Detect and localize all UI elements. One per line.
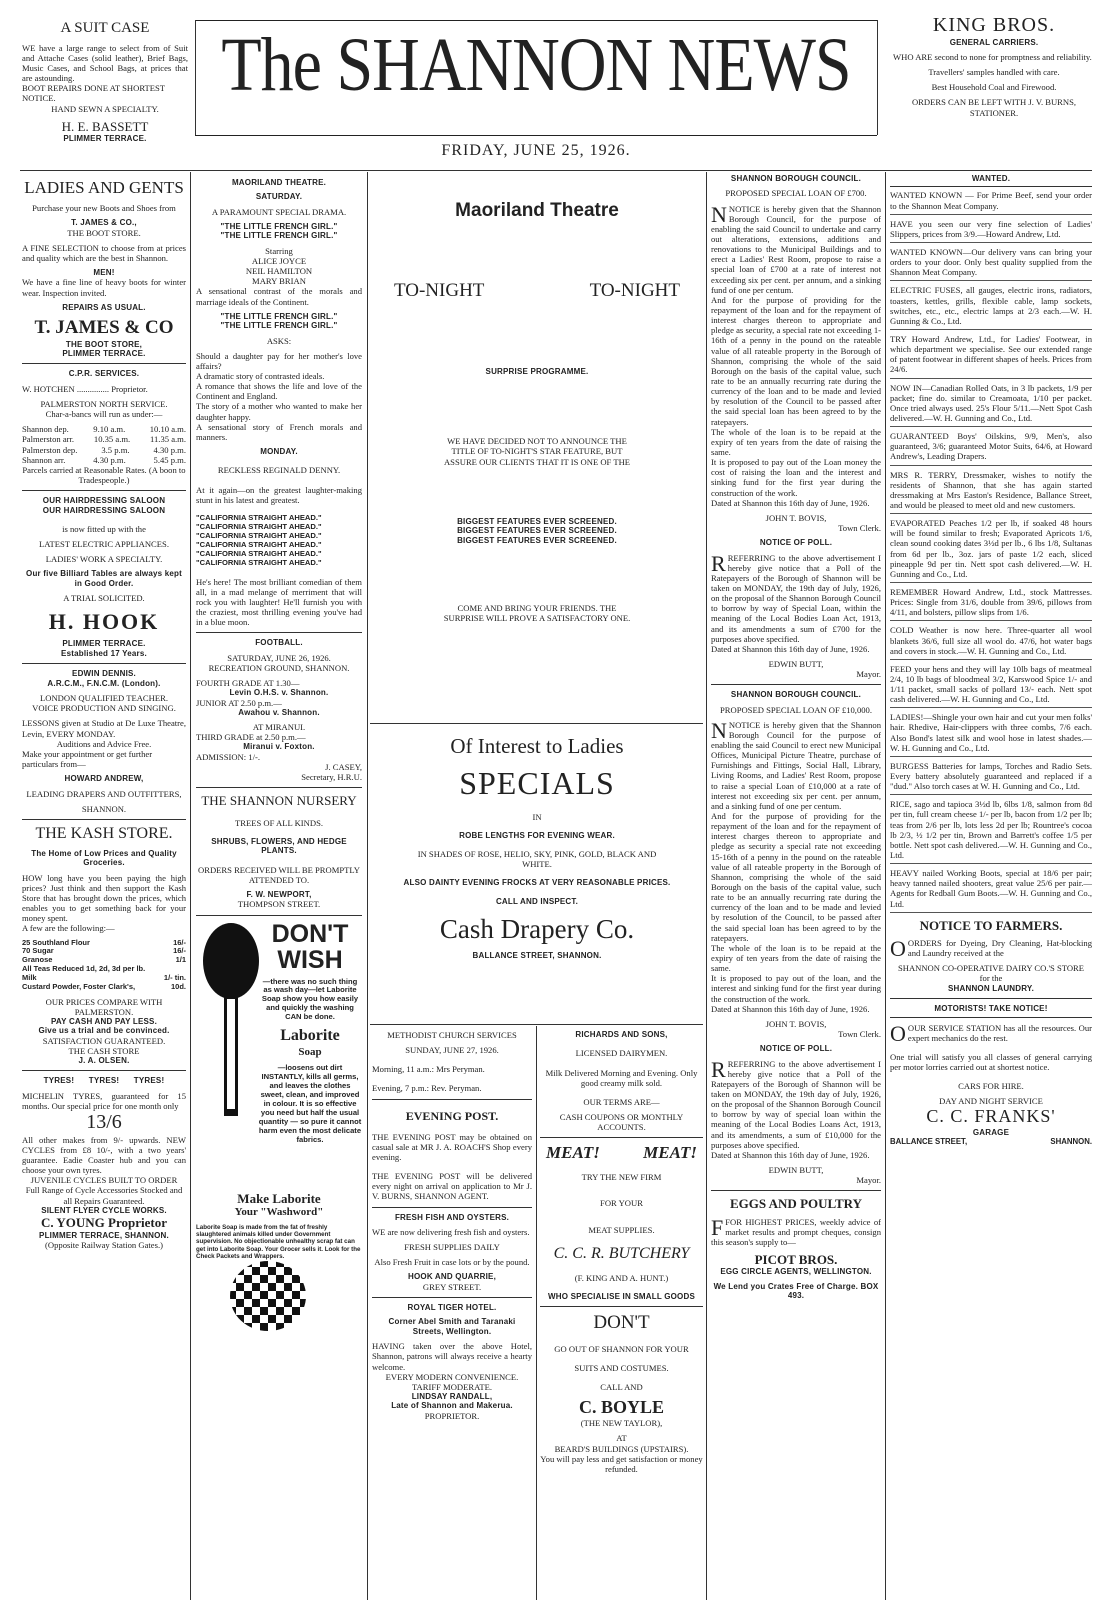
ad-title: EVENING POST. [405, 1108, 499, 1123]
ad-text: Miranui v. Foxton. [243, 742, 315, 752]
notice-body: It is proposed to pay out of the Loan money the cost of raising the loan and the interest and sinking fund for the first year during the construction of the work. [711, 457, 881, 498]
ad-text: A few are the following:— [22, 923, 115, 934]
ad-headline: DON'T [593, 1312, 650, 1334]
ad-text: PROPRIETOR. [424, 1410, 480, 1421]
ad-text: THOMPSON STREET. [237, 899, 321, 910]
ad-body: A sensational contrast of the morals and marriage ideals of the Continent. [196, 286, 362, 307]
ad-body: A romance that shows the life and love of the Continent and England. [196, 381, 362, 402]
ad-text: GO OUT OF SHANNON FOR YOUR [554, 1343, 689, 1354]
ad-title: KING BROS. [932, 14, 1056, 36]
ad-title: NOTICE TO FARMERS. [919, 917, 1063, 933]
ad-body: ORDERS for Dyeing, Dry Cleaning, Hat-blocking and Laundry received at the [907, 938, 1092, 959]
notice-signature: Town Clerk. [838, 522, 881, 533]
ad-text: DAY AND NIGHT SERVICE [939, 1096, 1043, 1107]
timetable-row: Shannon dep. 9.10 a.m. 10.10 a.m. [22, 424, 186, 435]
list-item: FEED your hens and they will lay 10lb bags of meatmeal 2/4, 10 lb bags of bloodmeal 3/2, Karswood Spice 1/- and 1/11 packet, small sacks of pollard 13/- each. Nett spot cash delivered.—W. H. Gunning and Co., Ltd. [890, 664, 1092, 709]
ad-text: PLIMMER TERRACE. [62, 639, 146, 649]
ad-text: CALL AND [600, 1381, 643, 1392]
ad-text: Starring [265, 245, 293, 256]
ad-text: ORDERS RECEIVED WILL BE PROMPTLY ATTENDED TO. [198, 864, 360, 885]
ad-name: F. W. NEWPORT, [246, 889, 312, 899]
column-4: SHANNON BOROUGH COUNCIL. PROPOSED SPECIAL LOAN OF £700. NNOTICE is hereby given that the Shannon Borough Council, for the purpose of enabling the said Council to undertake and carry out alterations, extensions, additions and renovations to the Municipal Buildings and to erect a Ladies' Rest Room, propose to raise a special loan of £700 at a rate of interest not exceeding six per cent. per annum, and a sinking fund of one per centum. And for the purpose of providing for the repayment of the loan and for the repayment of interest charges thereon to appropriate and pledge as security, a special rate not exceeding 1-16th of a penny in the pound on the rateable value of all rateable property in the Borough of Shannon, comprising the whole of the said Borough on the basis of the capital value, such rate to be an annually recurring rate during the currency of the loan and to be made and levied by resolution of the Council to be passed after the said special loan has been agreed to by the ratepayers. The whole of the loan is to be repaid at the expiry of ten years from the date of raising the same. It is proposed to pay out of the Loan money the cost of raising the loan and the interest and sinking fund for the first year during the construction of the work. Dated at Shannon this 16th day of June, 1926. JOHN T. BOVIS, Town Clerk. NOTICE OF POLL. RREFERRING to the above advertisement I hereby give notice that a Poll of the Ratepayers of the Borough of Shannon will be taken on MONDAY, the 19th day of July, 1926, on the proposal of the Shannon Borough Council to borrow by way of Special Loan, within the meaning of the Local Bodies Loan Act, 1913, and its amendments a sum of £700 for the purposes above specified. Dated at Shannon this 16th day of June, 1926. EDWIN BUTT, Mayor. SHANNON BOROUGH COUNCIL. PROPOSED SPECIAL LOAN OF £10,000. NNOTICE is hereby given that the Shannon Borough Council for the purpose of enabling the said Council to erect new Municipal Offices, Municipal Picture Theatre, purchase of Furnishings and Fittings, Social Hall, Library, Living Rooms, and Ladies' Rest Room, propose to raise a special Loan of £10,000 at a rate of interest not exceeding six per cent. per annum, and a sinking fund of one per centum. And for the purpose of providing for the repayment of the loan and for the repayment of interest charges thereon to appropriate and pledge as security a special rate not exceeding 15-16th of a penny in the pound on the rateable value of all rateable property in the Borough of Shannon, comprising the whole of the said Borough on the basis of the capital value, such rate to be an annually recurring rate during the currency of the loan and to be made and levied by resolution of the Council, to be passed after the said special loan has been agreed to by the ratepayers. The whole of the loan is to be repaid at the expiry of ten years from the date of raising the same. It is proposed to pay out of the loan, and the interest and sinking fund for the first year during the construction of the work. Dated at Shannon this 16th day of June, 1926. JOHN T. BOVIS, Town Clerk. NOTICE OF POLL. RREFERRING to the above advertisement I hereby give notice that a Poll of the Ratepayers of the Borough of Shannon will be taken on MONDAY, the 19th day of July, 1926, on the proposal of the Shannon Borough Council to borrow by way of special loan within the meaning of the Local Bodies Loans Act, 1913, and its amendments, a sum of £10,000 for the purposes above specified. Dated at Shannon this 16th day of June, 1926. EDWIN BUTT, Mayor. EGGS AND POULTRY FFOR HIGHEST PRICES, weekly advice of market results and prompt cheques, consign this season's supply to— PICOT BROS. EGG CIRCLE AGENTS, WELLINGTON. We Lend you Crates Free of Charge. BOX 493. [711, 174, 881, 1301]
soap-headline: DON'T [271, 919, 349, 948]
list-item: LADIES!—Shingle your own hair and cut your men folks' hair. Rhedive, Hair-clippers with three combs, 7/6 each. Also Bond's latest silk and wool hose in latest shades.—W. H. Gunning and Co., Ltd. [890, 712, 1092, 757]
section-title: WANTED. [971, 174, 1011, 183]
ad-body: He's here! The most brilliant comedian of them all, in a mad melange of merriment that will rock you with laughter! He'll furnish you with the craziest, most thrilling evening you've had in a blue moon. [196, 576, 362, 628]
ad-title: MAORILAND THEATRE. [231, 178, 327, 187]
notice-title: NOTICE OF POLL. [759, 1044, 833, 1054]
masthead-title: The SHANNON NEWS [221, 33, 851, 108]
ad-name: H. HOOK [48, 608, 160, 634]
list-item: EVAPORATED Peaches 1/2 per lb, if soaked 48 hours will be found similar to fresh; Evaporated Apricots 1/6, clean sound cooking dates 3½d per lb., 6 lbs 1/8, Sultanas from 6d per lb., 3oz. jars of paste 1/2 each, sliced pineapple 9d per tin. Nett spot cash delivered.—W. H. Gunning and Co., Ltd. [890, 518, 1092, 583]
ad-body: We have a fine line of heavy boots for winter wear. Inspection invited. [22, 277, 186, 298]
ad-text: REPAIRS AS USUAL. [62, 302, 146, 312]
ad-body: A sensational story of French morals and manners. [196, 421, 362, 442]
price-list [22, 939, 186, 992]
ad-text: VOICE PRODUCTION AND SINGING. [32, 703, 176, 714]
ad-text: Make your appointment or get further particulars from— [22, 748, 153, 770]
ad-title: OUR HAIRDRESSING SALOON [42, 496, 166, 506]
ad-body: Milk Delivered Morning and Evening. Only good creamy milk sold. [545, 1067, 698, 1088]
ad-text: BALLANCE STREET, SHANNON. [472, 951, 602, 961]
ad-text: LONDON QUALIFIED TEACHER. [39, 693, 169, 704]
film-title: "CALIFORNIA STRAIGHT AHEAD." [196, 548, 322, 558]
notice-signature: Town Clerk. [838, 1029, 881, 1039]
ad-title: ROYAL TIGER HOTEL. [407, 1303, 497, 1312]
ad-title: EGGS AND POULTRY [730, 1196, 862, 1212]
list-item: COLD Weather is now here. Three-quarter all wool blankets 36/6, full size all wool do. 47/6, hot water bags and covers in stock.—W. H. Gunning and Co., Ltd. [890, 625, 1092, 659]
column-3 [372, 178, 702, 723]
notice-body: The whole of the loan is to be repaid at the expiry of ten years from the date of raising the same. [711, 942, 881, 974]
ad-text: JUNIOR AT 2.50 p.m.— [196, 697, 282, 708]
notice-signature: JOHN T. BOVIS, [765, 1018, 827, 1029]
ad-body: HAVING taken over the above Hotel, Shannon, patrons will always receive a hearty welcome. [372, 1341, 532, 1372]
ad-text: BIGGEST FEATURES EVER SCREENED. [457, 526, 617, 536]
ad-text: Purchase your new Boots and Shoes from [32, 203, 176, 214]
ad-headline: TO-NIGHT [394, 280, 485, 302]
ad-text: SHANNON CO-OPERATIVE DAIRY CO.'S STORE [897, 963, 1085, 974]
ad-body: A dramatic story of contrasted ideals. [196, 371, 325, 382]
ad-title: METHODIST CHURCH SERVICES [387, 1030, 517, 1040]
ad-text: Evening, 7 p.m.: Rev. Peryman. [372, 1083, 482, 1094]
ad-body: A FINE SELECTION to choose from at prices and quality which are the best in Shannon. [22, 242, 186, 263]
ad-headline: TO-NIGHT [589, 280, 680, 302]
ad-text: WHO SPECIALISE IN SMALL GOODS [548, 1291, 695, 1301]
ad-text: THE BOOT STORE. [67, 227, 141, 238]
ad-text: Secretary, H.R.U. [301, 772, 362, 783]
ad-text: OUR TERMS ARE— [583, 1096, 660, 1107]
ad-text: FRESH SUPPLIES DAILY [404, 1242, 500, 1253]
ad-text: PLIMMER TERRACE, SHANNON. [39, 1230, 169, 1240]
film-title: "THE LITTLE FRENCH GIRL." [220, 231, 338, 241]
ad-body: At it again—on the greatest laughter-making stunt in his latest and greatest. [196, 484, 362, 505]
ad-text: SHANNON. [1050, 1137, 1092, 1147]
ad-name: Laborite [280, 1027, 340, 1045]
ad-body: WE are now delivering fresh fish and oysters. [372, 1227, 530, 1237]
notice-body: Dated at Shannon this 16th day of June, 1926. [711, 1003, 870, 1014]
list-item: REMEMBER Howard Andrew, Ltd., stock Mattresses. Prices: Single from 31/6, double from 39/6, pillows from 4/11, and bolsters, pillow slips from 1/6. [890, 587, 1092, 621]
ad-text: Full Range of Cycle Accessories Stocked and all Repairs Guaranteed. [25, 1185, 183, 1206]
ad-text: LATEST ELECTRIC APPLIANCES. [39, 539, 169, 550]
ad-text: RECKLESS REGINALD DENNY. [217, 465, 341, 476]
ad-text: IN [532, 811, 542, 822]
notice-body: Dated at Shannon this 16th day of June, 1926. [711, 643, 870, 654]
notice-signature: Mayor. [856, 1175, 881, 1186]
list-item: HAVE you seen our very fine selection of Ladies' Slippers, prices from 3/9.—Howard Andrew, Ltd. [890, 219, 1092, 243]
column-5: WANTED. WANTED KNOWN — For Prime Beef, send your order to the Shannon Meat Company. HAVE you seen our very fine selection of Ladies' Slippers, prices from 3/9.—Howard Andrew, Ltd. WANTED KNOWN—Our delivery vans can bring your orders to your door. Only best quality supplied from the Shannon Meat Company. ELECTRIC FUSES, all gauges, electric irons, radiators, toasters, kettles, grills, flexible cable, lamp sockets, switches, etc., etc., electric lamps at 2/3 each.—W. H. Gunning & Co., Ltd. TRY Howard Andrew, Ltd., for Ladies' Footwear, in which department we specialise. See our extended range of patent footwear in different shapes of heels. Prices from 24/6. NOW IN—Canadian Rolled Oats, in 3 lb packets, 1/9 per packet; fine do. similar to Creamoata, 1/10 per packet. Once tried always used. 25's Flour 5/11.—Nett Spot Cash delivered.—W. H. Gunning and Co., Ltd. GUARANTEED Boys' Oilskins, 9/9, Men's, also guaranteed, 3/6; guaranteed Motor Suits, 64/6, at Howard Andrew's, Leading Drapers. MRS R. TERRY, Dressmaker, wishes to notify the residents of Shannon, that she has again started dressmaking at Mrs Easton's Residence, Ballance Street, and would be pleased to meet old and new customers. EVAPORATED Peaches 1/2 per lb, if soaked 48 hours will be found similar to fresh; Evaporated Apricots 1/6, clean sound cooking dates 3½d per lb., 6 lbs 1/8, Sultanas from 6d per lb., 3oz. jars of paste 1/2 each, sliced pineapple 9d per tin. Nett spot cash delivered.—W. H. Gunning and Co., Ltd. REMEMBER Howard Andrew, Ltd., stock Mattresses. Prices: Single from 31/6, double from 39/6, pillows from 4/11, and bolsters, pillow slips from 1/6. COLD Weather is now here. Three-quarter all wool blankets 36/6, full size all wool do. 47/6, hot water bags and covers in stock.—W. H. Gunning and Co., Ltd. FEED your hens and they will lay 10lb bags of meatmeal 2/4, 10 lb bags of bloodmeal 3/2, Karswood Spice 1/- and 1/11 packet, small sacks of pollard 13/- each. Nett spot cash delivered.—W. H. Gunning and Co., Ltd. LADIES!—Shingle your own hair and cut your men folks' hair. Rhedive, Hair-clippers with three combs, 7/6 each. Also Bond's latest silk and wool hose in latest shades.—W. H. Gunning and Co., Ltd. BURGESS Batteries for lamps, Torches and Radio Sets. Every battery absolutely guaranteed and replaced if a "dud." Also torch cases at W. H. Gunning and Co., Ltd. RICE, sago and tapioca 3½d lb, 6lbs 1/8, salmon from 8d per tin, full cream cheese 1/- per lb, bacon from 1/2 per lb; teas from 2/6 per lb, lots less 2d per lb; Rountree's cocoa lb 2/3, ½ 1/2 per tin, Brown and Barrett's coffee 1/5 per bottle. Nett spot cash delivered.—W. H. Gunning and Co., Ltd. HEAVY nailed Working Boots, special at 18/6 per pair; heavy tanned nailed shooters, great value 25/6 per pair.—Agents for Redball Gum Boots.—W. H. Gunning and Co., Ltd. NOTICE TO FARMERS. OORDERS for Dyeing, Dry Cleaning, Hat-blocking and Laundry received at the SHANNON CO-OPERATIVE DAIRY CO.'S STORE for the SHANNON LAUNDRY. MOTORISTS! TAKE NOTICE! OOUR SERVICE STATION has all the resources. Our expert mechanics do the rest. One trial will satisfy you all classes of general carrying per motor lorries carried out at shortest notice. CARS FOR HIRE. DAY AND NIGHT SERVICE C. C. FRANKS' GARAGE BALLANCE STREET, SHANNON. [890, 174, 1092, 1147]
ad-title: LADIES AND GENTS [24, 178, 184, 197]
ad-text: ASKS: [266, 335, 292, 346]
ad-text: (F. KING AND A. HUNT.) [574, 1272, 669, 1283]
ad-body: Should a daughter pay for her mother's love affairs? [196, 350, 362, 371]
list-item: HEAVY nailed Working Boots, special at 18/6 per pair; heavy tanned nailed shooters, great value 25/6 per pair.—Agents for Redball Gum Boots.—W. H. Gunning and Co., Ltd. [890, 868, 1092, 913]
ad-line: Travellers' samples handled with care. [928, 67, 1060, 78]
ad-name: PICOT BROS. [754, 1252, 838, 1268]
ad-line: BOOT REPAIRS DONE AT SHORTEST NOTICE. [22, 83, 165, 104]
ad-text: THE BOOT STORE, [65, 339, 143, 349]
ad-title: C.P.R. SERVICES. [68, 369, 140, 379]
ad-name: C. BOYLE [578, 1397, 665, 1418]
notice-body: NOTICE is hereby given that the Shannon Borough Council, for the purpose of enabling the said Council to undertake and carry out alterations, extensions, additions and renovations to the Municipal Buildings and to erect a Ladies' Rest Room, propose to raise a special loan of £700 at a rate of interest not exceeding six per cent. per annum, and a sinking fund of one per centum. [711, 203, 881, 295]
list-item: BURGESS Batteries for lamps, Torches and Radio Sets. Every battery absolutely guaranteed and replaced if a "dud." Also torch cases at W. H. Gunning and Co., Ltd. [890, 761, 1092, 795]
list-item: MRS R. TERRY, Dressmaker, wishes to notify the residents of Shannon, that she has again started dressmaking at Mrs Easton's Residence, Ballance Street, and would be pleased to meet old and new customers. [890, 470, 1092, 515]
ad-title: FOOTBALL. [255, 638, 303, 648]
ad-text: THE CASH STORE [68, 1045, 140, 1056]
ad-body: HOW long have you been paying the high prices? Just think and then support the Kash Store that has brought down the prices, which enables you to get something back for your money spent. [22, 872, 186, 924]
ad-title: Maoriland Theatre [455, 200, 619, 221]
film-title: "THE LITTLE FRENCH GIRL." [220, 311, 338, 321]
notice-signature: Mayor. [856, 669, 881, 680]
ad-name: LINDSAY RANDALL, [411, 1392, 493, 1402]
timetable [22, 424, 186, 465]
ad-text: Make Laborite [237, 1190, 321, 1206]
ad-text: Give us a trial and be convinced. [38, 1026, 170, 1036]
notice-subtitle: PROPOSED SPECIAL LOAN OF £700. [725, 188, 867, 199]
ad-text: OUR PRICES COMPARE WITH PALMERSTON. [45, 996, 163, 1017]
list-item: GUARANTEED Boys' Oilskins, 9/9, Men's, also guaranteed, 3/6; guaranteed Motor Suits, 64/6, at Howard Andrew's, Leading Drapers. [890, 431, 1092, 465]
ad-text: SUITS AND COSTUMES. [574, 1362, 669, 1373]
ad-text: SILENT FLYER CYCLE WORKS. [41, 1205, 167, 1215]
ad-text: Morning, 11 a.m.: Mrs Peryman. [372, 1064, 485, 1075]
ad-text: SHANNON. [81, 803, 127, 814]
ad-headline: MEAT! [546, 1143, 600, 1163]
ad-text: ALSO DAINTY EVENING FROCKS AT VERY REASONABLE PRICES. [403, 878, 671, 888]
ad-text: Soap [298, 1046, 322, 1059]
classified-list [890, 190, 1092, 912]
ad-text: MEAT SUPPLIES. [588, 1224, 655, 1235]
ad-headline: MEAT! [643, 1143, 697, 1163]
ad-body: COME AND BRING YOUR FRIENDS. THE SURPRISE WILL PROVE A SATISFACTORY ONE. [443, 602, 631, 624]
masthead-date: FRIDAY, JUNE 25, 1926. [441, 142, 631, 159]
ad-text: AT MIRANUI. [252, 722, 306, 733]
ad-text: LADIES' WORK A SPECIALTY. [45, 554, 163, 565]
checkered-packet-icon [228, 1259, 308, 1333]
ad-text: Parcels carried at Reasonable Rates. (A boon to Tradespeople.) [22, 464, 186, 486]
ad-text: SATISFACTION GUARANTEED. [42, 1035, 166, 1046]
ad-text: Also Fresh Fruit in case lots or by the pound. [374, 1257, 530, 1268]
ad-text: FOURTH GRADE AT 1.30— [196, 678, 300, 689]
ad-body: WE HAVE DECIDED NOT TO ANNOUNCE THE TITLE OF TO-NIGHT'S STAR FEATURE, BUT ASSURE OUR CLIENTS THAT IT IS ONE OF THE [443, 436, 631, 467]
ad-name: H. E. BASSETT [61, 118, 149, 134]
notice-body: Dated at Shannon this 16th day of June, 1926. [711, 497, 870, 508]
film-title: "THE LITTLE FRENCH GIRL." [220, 222, 338, 232]
ad-text: Corner Abel Smith and Taranaki Streets, Wellington. [388, 1317, 516, 1336]
ad-text: BIGGEST FEATURES EVER SCREENED. [457, 516, 617, 526]
ad-text: SURPRISE PROGRAMME. [485, 366, 589, 376]
ad-text: Awahou v. Shannon. [238, 707, 320, 717]
ad-line: HAND SEWN A SPECIALTY. [51, 103, 159, 114]
film-title: "THE LITTLE FRENCH GIRL." [220, 321, 338, 331]
ad-text: (Opposite Railway Station Gates.) [45, 1239, 163, 1250]
ad-text: IN SHADES OF ROSE, HELIO, SKY, PINK, GOLD, BLACK AND WHITE. [417, 849, 657, 870]
ad-text: SATURDAY, JUNE 26, 1926. [227, 652, 331, 663]
spoon-illustration-icon [196, 921, 266, 1121]
notice-signature: EDWIN BUTT, [768, 658, 824, 669]
list-item: TRY Howard Andrew, Ltd., for Ladies' Footwear, in which department we specialise. See our extended range of patent footwear in different shapes of heels. Prices from 24/6. [890, 334, 1092, 379]
ad-text: EGG CIRCLE AGENTS, WELLINGTON. [720, 1267, 872, 1277]
ad-body: OUR SERVICE STATION has all the resources. Our expert mechanics do the rest. [907, 1022, 1092, 1043]
notice-body: And for the purpose of providing for the repayment of the loan and for the repayment of interest charges thereon to appropriate and pledge as security, a special rate not exceeding 1-16th of a penny in the pound on the rateable value of all rateable property in the Borough of Shannon, comprising the whole of the said Borough on the basis of the capital value, such rate to be an annually recurring rate during the currency of the loan and to be made and levied by resolution of the Council to be passed after the said special loan has been agreed to by the ratepayers. [711, 294, 881, 427]
ad-text: TARIFF MODERATE. [411, 1381, 492, 1392]
ad-text: FOR YOUR [600, 1198, 643, 1209]
ad-title: Of Interest to Ladies [450, 734, 624, 758]
ad-text: BALLANCE STREET, [890, 1137, 968, 1147]
ad-body: All other makes from 9/- upwards. NEW CYCLES from £8 10/-, with a two years' guarantee. Eadie Coaster hub and you can choose your own tyres. [22, 1134, 186, 1176]
ad-text: SHANNON LAUNDRY. [947, 983, 1035, 993]
column-1 [22, 178, 186, 1598]
soap-headline: WISH [277, 945, 343, 974]
ad-body: —loosens out dirt INSTANTLY, kills all germs, and leaves the clothes sweet, clean, and improved in colour. It is so effective you need but half the usual quantity — so pure it cannot harm even the most delicate fabrics. [258, 1063, 362, 1144]
ad-body: MICHELIN TYRES, guaranteed for 15 months. Our special price for one month only [22, 1090, 186, 1112]
notice-signature: JOHN T. BOVIS, [765, 512, 827, 523]
ear-left-ad [22, 20, 188, 165]
ad-text: PLIMMER TERRACE. [62, 349, 146, 359]
ad-text: SHRUBS, FLOWERS, AND HEDGE PLANTS. [211, 836, 347, 856]
ad-text: RECREATION GROUND, SHANNON. [208, 662, 350, 673]
ad-text: CASH COUPONS OR MONTHLY ACCOUNTS. [559, 1112, 684, 1133]
ad-price: 13/6 [86, 1111, 122, 1134]
ad-name: HOOK AND QUARRIE, [408, 1272, 496, 1282]
ad-title: A SUIT CASE [60, 20, 150, 36]
column-2 [196, 178, 362, 1598]
notice-body: It is proposed to pay out of the loan, and the interest and sinking fund for the first year during the construction of the work. [711, 973, 881, 1004]
list-item: NOW IN—Canadian Rolled Oats, in 3 lb packets, 1/9 per packet; fine do. similar to Creamoata, 1/10 per packet. Once tried always used. 25's Flour 5/11.—Nett Spot Cash delivered.—W. H. Gunning and Co., Ltd. [890, 383, 1092, 428]
ad-name: HOWARD ANDREW, [64, 774, 144, 784]
ad-text: W. HOTCHEN ............... Proprietor. [22, 383, 148, 394]
notice-body: And for the purpose of providing for the repayment of the loan and for the repayment of interest charges thereon to appropriate and pledge as security a special rate not exceeding 15-16th of a penny in the pound on the rateable value of all rateable property in the Borough of Shannon, comprising the whole of the said Borough on the basis of the capital value, such rate to be an annually recurring rate during the currency of the loan and to be made and levied by resolution of the Council, to be passed after the said special loan has been agreed to by the ratepayers. [711, 811, 881, 943]
notice-body: REFERRING to the above advertisement I hereby give notice that a Poll of the Ratepayers of the Borough of Shannon will be taken on MONDAY, the 19th day of July, 1926, on the proposal of the Shannon Borough Council to borrow by way of special loan within the meaning of the Local Bodies Loans Act, 1913, and its amendments, a sum of £10,000 for the purposes above specified. [711, 1058, 881, 1150]
timetable-row: Palmerston dep. 3.5 p.m. 4.30 p.m. [22, 444, 186, 455]
ad-text: The Home of Low Prices and Quality Groceries. [31, 848, 177, 868]
ad-text: You will pay less and get satisfaction or money refunded. [540, 1453, 703, 1474]
ad-text: BIGGEST FEATURES EVER SCREENED. [457, 535, 617, 545]
ad-text: CARS FOR HIRE. [958, 1081, 1024, 1092]
star-name: ALICE JOYCE [251, 256, 307, 267]
ad-text: AT [616, 1433, 627, 1444]
notice-signature: EDWIN BUTT, [768, 1164, 824, 1175]
ad-body: —there was no such thing as wash day—let Laborite Soap show you how easily and quickly the washing CAN be done. [261, 976, 359, 1022]
ad-name: C. C. R. BUTCHERY [553, 1244, 690, 1262]
ad-text: J. CASEY, [325, 762, 362, 773]
ad-headline: SPECIALS [459, 764, 615, 801]
notice-body: Dated at Shannon this 16th day of June, 1926. [711, 1149, 870, 1160]
ad-name: J. A. OLSEN. [78, 1056, 130, 1065]
ad-text: TRY THE NEW FIRM [581, 1172, 662, 1183]
ad-text: (THE NEW TAYLOR), [580, 1418, 663, 1429]
ad-body: WE have a large range to select from of Suit and Attache Cases (solid leather), Brief Bags, Music Cases, and School Bags, at prices that are astounding. [22, 42, 188, 84]
ad-body: THE EVENING POST will be delivered every night on arrival on application to Mr J. V. BURNS, SHANNON AGENT. [372, 1171, 532, 1202]
ad-title: RICHARDS AND SONS, [575, 1030, 668, 1039]
ad-text: We Lend you Crates Free of Charge. BOX 493. [713, 1281, 879, 1301]
ad-body: Laborite Soap is made from the fat of freshly slaughtered animals killed under Government supervision. No objectionable unhealthy scrap fat can get into Laborite Soap. Your Grocer sells it. Look for the Check Packets and Wrappers. [196, 1223, 361, 1261]
ad-text: SUNDAY, JUNE 27, 1926. [405, 1045, 499, 1056]
list-item: WANTED KNOWN — For Prime Beef, send your order to the Shannon Meat Company. [890, 190, 1092, 214]
ad-text: THIRD GRADE at 2.50 p.m.— [196, 732, 306, 743]
ad-text: MONDAY. [260, 447, 298, 457]
star-name: MARY BRIAN [252, 276, 306, 287]
ad-body: The story of a mother who wanted to make her daughter happy. [196, 401, 362, 422]
film-title: "CALIFORNIA STRAIGHT AHEAD." [196, 530, 322, 540]
ad-text: GARAGE [972, 1127, 1010, 1137]
ad-name: Cash Drapery Co. [439, 914, 635, 945]
ad-body: WHO ARE second to none for promptness and reliability. [893, 52, 1092, 63]
soap-ad [196, 921, 362, 1341]
ad-title: THE SHANNON NURSERY [201, 793, 357, 809]
notice-title: SHANNON BOROUGH COUNCIL. [730, 174, 862, 183]
ad-text: PALMERSTON NORTH SERVICE. [40, 399, 168, 410]
ad-text: BEARD'S BUILDINGS (UPSTAIRS). [554, 1443, 689, 1454]
list-item: Milk 1/- tin. [22, 972, 186, 982]
list-item: WANTED KNOWN—Our delivery vans can bring your orders to your door. Only best quality supplied from the Shannon Meat Company. [890, 247, 1092, 281]
ad-text: LEADING DRAPERS AND OUTFITTERS, [26, 788, 182, 799]
list-item: 70 Sugar 16/- [22, 946, 186, 956]
ad-text: ROBE LENGTHS FOR EVENING WEAR. [459, 830, 615, 840]
ad-text: CALL AND INSPECT. [495, 896, 579, 906]
ad-text: PAY CASH AND PAY LESS. [50, 1016, 158, 1026]
notice-body: REFERRING to the above advertisement I hereby give notice that a Poll of the Ratepayers of the Borough of Shannon will be taken on MONDAY, the 19th day of July, 1926, on the proposal of the Shannon Borough Council to borrow by way of Special Loan, within the meaning of the Local Bodies Loan Act, 1913, and its amendments a sum of £700 for the purposes above specified. [711, 552, 881, 644]
ad-body: One trial will satisfy you all classes of general carrying per motor lorries carried out at shortest notice. [890, 1051, 1092, 1072]
ad-text: Established 17 Years. [61, 648, 147, 658]
ad-text: Levin O.H.S. v. Shannon. [229, 688, 329, 698]
ad-text: Char-a-bancs will run as under:— [45, 409, 163, 420]
notice-body: The whole of the loan is to be repaid at the expiry of ten years from the date of raising the same. [711, 426, 881, 457]
ad-text: A PARAMOUNT SPECIAL DRAMA. [211, 206, 347, 217]
film-title: "CALIFORNIA STRAIGHT AHEAD." [196, 539, 322, 549]
ad-text: SATURDAY. [255, 192, 303, 202]
film-title: "CALIFORNIA STRAIGHT AHEAD." [196, 521, 322, 531]
ad-line: ORDERS CAN BE LEFT WITH J. V. BURNS, STATIONER. [911, 97, 1077, 118]
notice-subtitle: PROPOSED SPECIAL LOAN OF £10,000. [719, 704, 872, 715]
ad-line: Best Household Coal and Firewood. [931, 82, 1057, 93]
notice-title: NOTICE OF POLL. [759, 538, 833, 548]
column-3-left [372, 1030, 532, 1600]
ad-name: C. C. FRANKS' [926, 1106, 1056, 1127]
ad-text: Auditions and Advice Free. [56, 738, 152, 749]
list-item: Custard Powder, Foster Clark's, 10d. [22, 981, 186, 991]
ad-text: Your "Washword" [234, 1205, 324, 1218]
ad-text: A.R.C.M., F.N.C.M. (London). [47, 678, 161, 688]
ad-address: PLIMMER TERRACE. [63, 134, 147, 143]
ad-text: LICENSED DAIRYMEN. [575, 1048, 668, 1059]
drapery-ad [372, 730, 702, 1022]
ad-text: for the [979, 973, 1003, 984]
ad-title: MOTORISTS! TAKE NOTICE! [934, 1004, 1048, 1014]
ad-text: A TRIAL SOLICITED. [63, 593, 145, 604]
ad-text: JUVENILE CYCLES BUILT TO ORDER [30, 1175, 178, 1186]
ad-body: FOR HIGHEST PRICES, weekly advice of market results and prompt cheques, consign this season's supply to— [711, 1216, 881, 1247]
ad-text: MEN! [93, 268, 115, 278]
ad-text: is now fitted up with the [62, 524, 146, 535]
ad-title: FRESH FISH AND OYSTERS. [394, 1212, 510, 1222]
ad-title: OUR HAIRDRESSING SALOON [42, 505, 166, 515]
ad-title: TYRES! TYRES! TYRES! [43, 1076, 165, 1086]
ad-title: EDWIN DENNIS. [72, 669, 136, 679]
list-item: ELECTRIC FUSES, all gauges, electric irons, radiators, toasters, kettles, grills, flexible cable, lamp sockets, switches, etc., etc., electric lamps at 2/3 each.—W. H. Gunning & Co., Ltd. [890, 285, 1092, 330]
ad-title: THE KASH STORE. [35, 824, 173, 842]
ad-name: T. JAMES & CO., [71, 218, 137, 228]
ad-text: TREES OF ALL KINDS. [234, 817, 323, 828]
list-item: All Teas Reduced 1d, 2d, 3d per lb. [22, 964, 146, 974]
ear-right-ad [893, 14, 1095, 166]
ad-subtitle: GENERAL CARRIERS. [949, 37, 1039, 47]
timetable-row: Shannon arr. 4.30 p.m. 5.45 p.m. [22, 454, 186, 465]
list-item: RICE, sago and tapioca 3½d lb, 6lbs 1/8, salmon from 8d per tin, full cream cheese 1/- per lb, bacon from 1/2 per lb; teas from 2/6 per lb, lots less 2d per lb; Rountree's cocoa lb 2/3, ½ 1/2 per tin, Brown and Barrett's coffee 1/5 per bottle. Nett spot cash delivered.—W. H. Gunning and Co., Ltd. [890, 799, 1092, 864]
film-title: "CALIFORNIA STRAIGHT AHEAD." [196, 512, 322, 522]
film-title: "CALIFORNIA STRAIGHT AHEAD." [196, 557, 322, 567]
ad-name: T. JAMES & CO [34, 317, 174, 339]
list-item: Granose 1/1 [22, 955, 186, 965]
ad-body: THE EVENING POST may be obtained on casual sale at MR J. A. ROACH'S Shop every evening. [372, 1131, 532, 1162]
ad-text: Our five Billiard Tables are always kept in Good Order. [26, 569, 182, 588]
notice-body: NOTICE is hereby given that the Shannon Borough Council for the purpose of enabling the said Council to erect new Municipal Offices, Municipal Picture Theatre, purchase of Furnishings and Fittings, Social Hall, Library, Living Rooms, and Ladies' Rest Room, propose to raise a special Loan of £10,000 at a rate of interest not exceeding six per cent. per annum, and a sinking fund of one per centum. [711, 719, 881, 811]
ad-text: GREY STREET. [422, 1281, 482, 1292]
timetable-row: Palmerston arr. 10.35 a.m. 11.35 a.m. [22, 434, 186, 445]
list-item: 25 Southland Flour 16/- [22, 937, 186, 947]
notice-title: SHANNON BOROUGH COUNCIL. [730, 690, 862, 700]
column-3-right [540, 1030, 703, 1600]
star-name: NEIL HAMILTON [245, 266, 313, 277]
ad-name: C. YOUNG Proprietor [40, 1215, 167, 1231]
ad-text: Late of Shannon and Makerua. [391, 1401, 513, 1411]
ad-text: EVERY MODERN CONVENIENCE. [385, 1371, 519, 1382]
ad-text: ADMISSION: 1/-. [196, 751, 260, 762]
ad-body: LESSONS given at Studio at De Luxe Theatre, Levin, EVERY MONDAY. [22, 718, 186, 739]
